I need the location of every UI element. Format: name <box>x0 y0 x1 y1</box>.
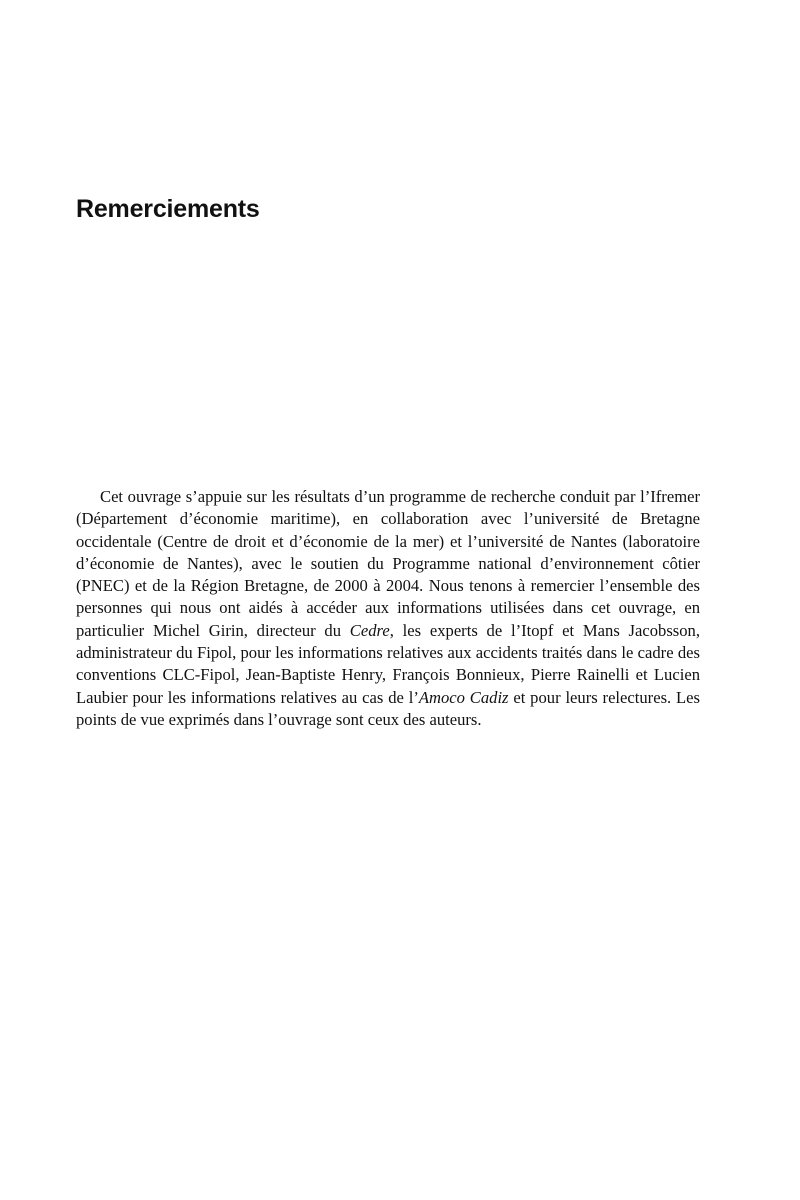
page-title: Remerciements <box>76 195 260 223</box>
acknowledgements-paragraph <box>76 486 700 731</box>
paragraph-italic-cedre: Cedre <box>349 620 390 640</box>
paragraph-italic-amoco-cadiz: Amoco Cadiz <box>418 687 509 707</box>
paragraph-text-part-1: Cet ouvrage s’appuie sur les résultats d’un programme de recherche conduit par l’Ifremer (Département d’économie maritime), en collaboration avec l’université de Bretagne occidentale (Centre de droit et d’économie de la mer) et l’université de Nantes (laboratoire d’économie de Nantes), avec le soutien du Programme national d’environnement côtier (PNEC) et de la Région Bretagne, de 2000 à 2004. Nous tenons à remercier l’ensemble des personnes qui nous ont aidés à accéder aux informations utilisées dans cet ouvrage, en particulier Michel Girin, directeur du <box>76 487 700 640</box>
paragraph-text-part-2: , les experts de l’Itopf et Mans Jacobsson, administrateur du Fipol, pour les informations relatives aux accidents traités dans le cadre des conventions CLC-Fipol, Jean-Baptiste Henry, François Bonnieux, Pierre Rainelli et Lucien Laubier pour les informations relatives au cas de l’ <box>76 620 700 707</box>
paragraph-text-part-3: et pour leurs relectures. Les points de vue exprimés dans l’ouvrage sont ceux des auteurs. <box>76 687 700 729</box>
